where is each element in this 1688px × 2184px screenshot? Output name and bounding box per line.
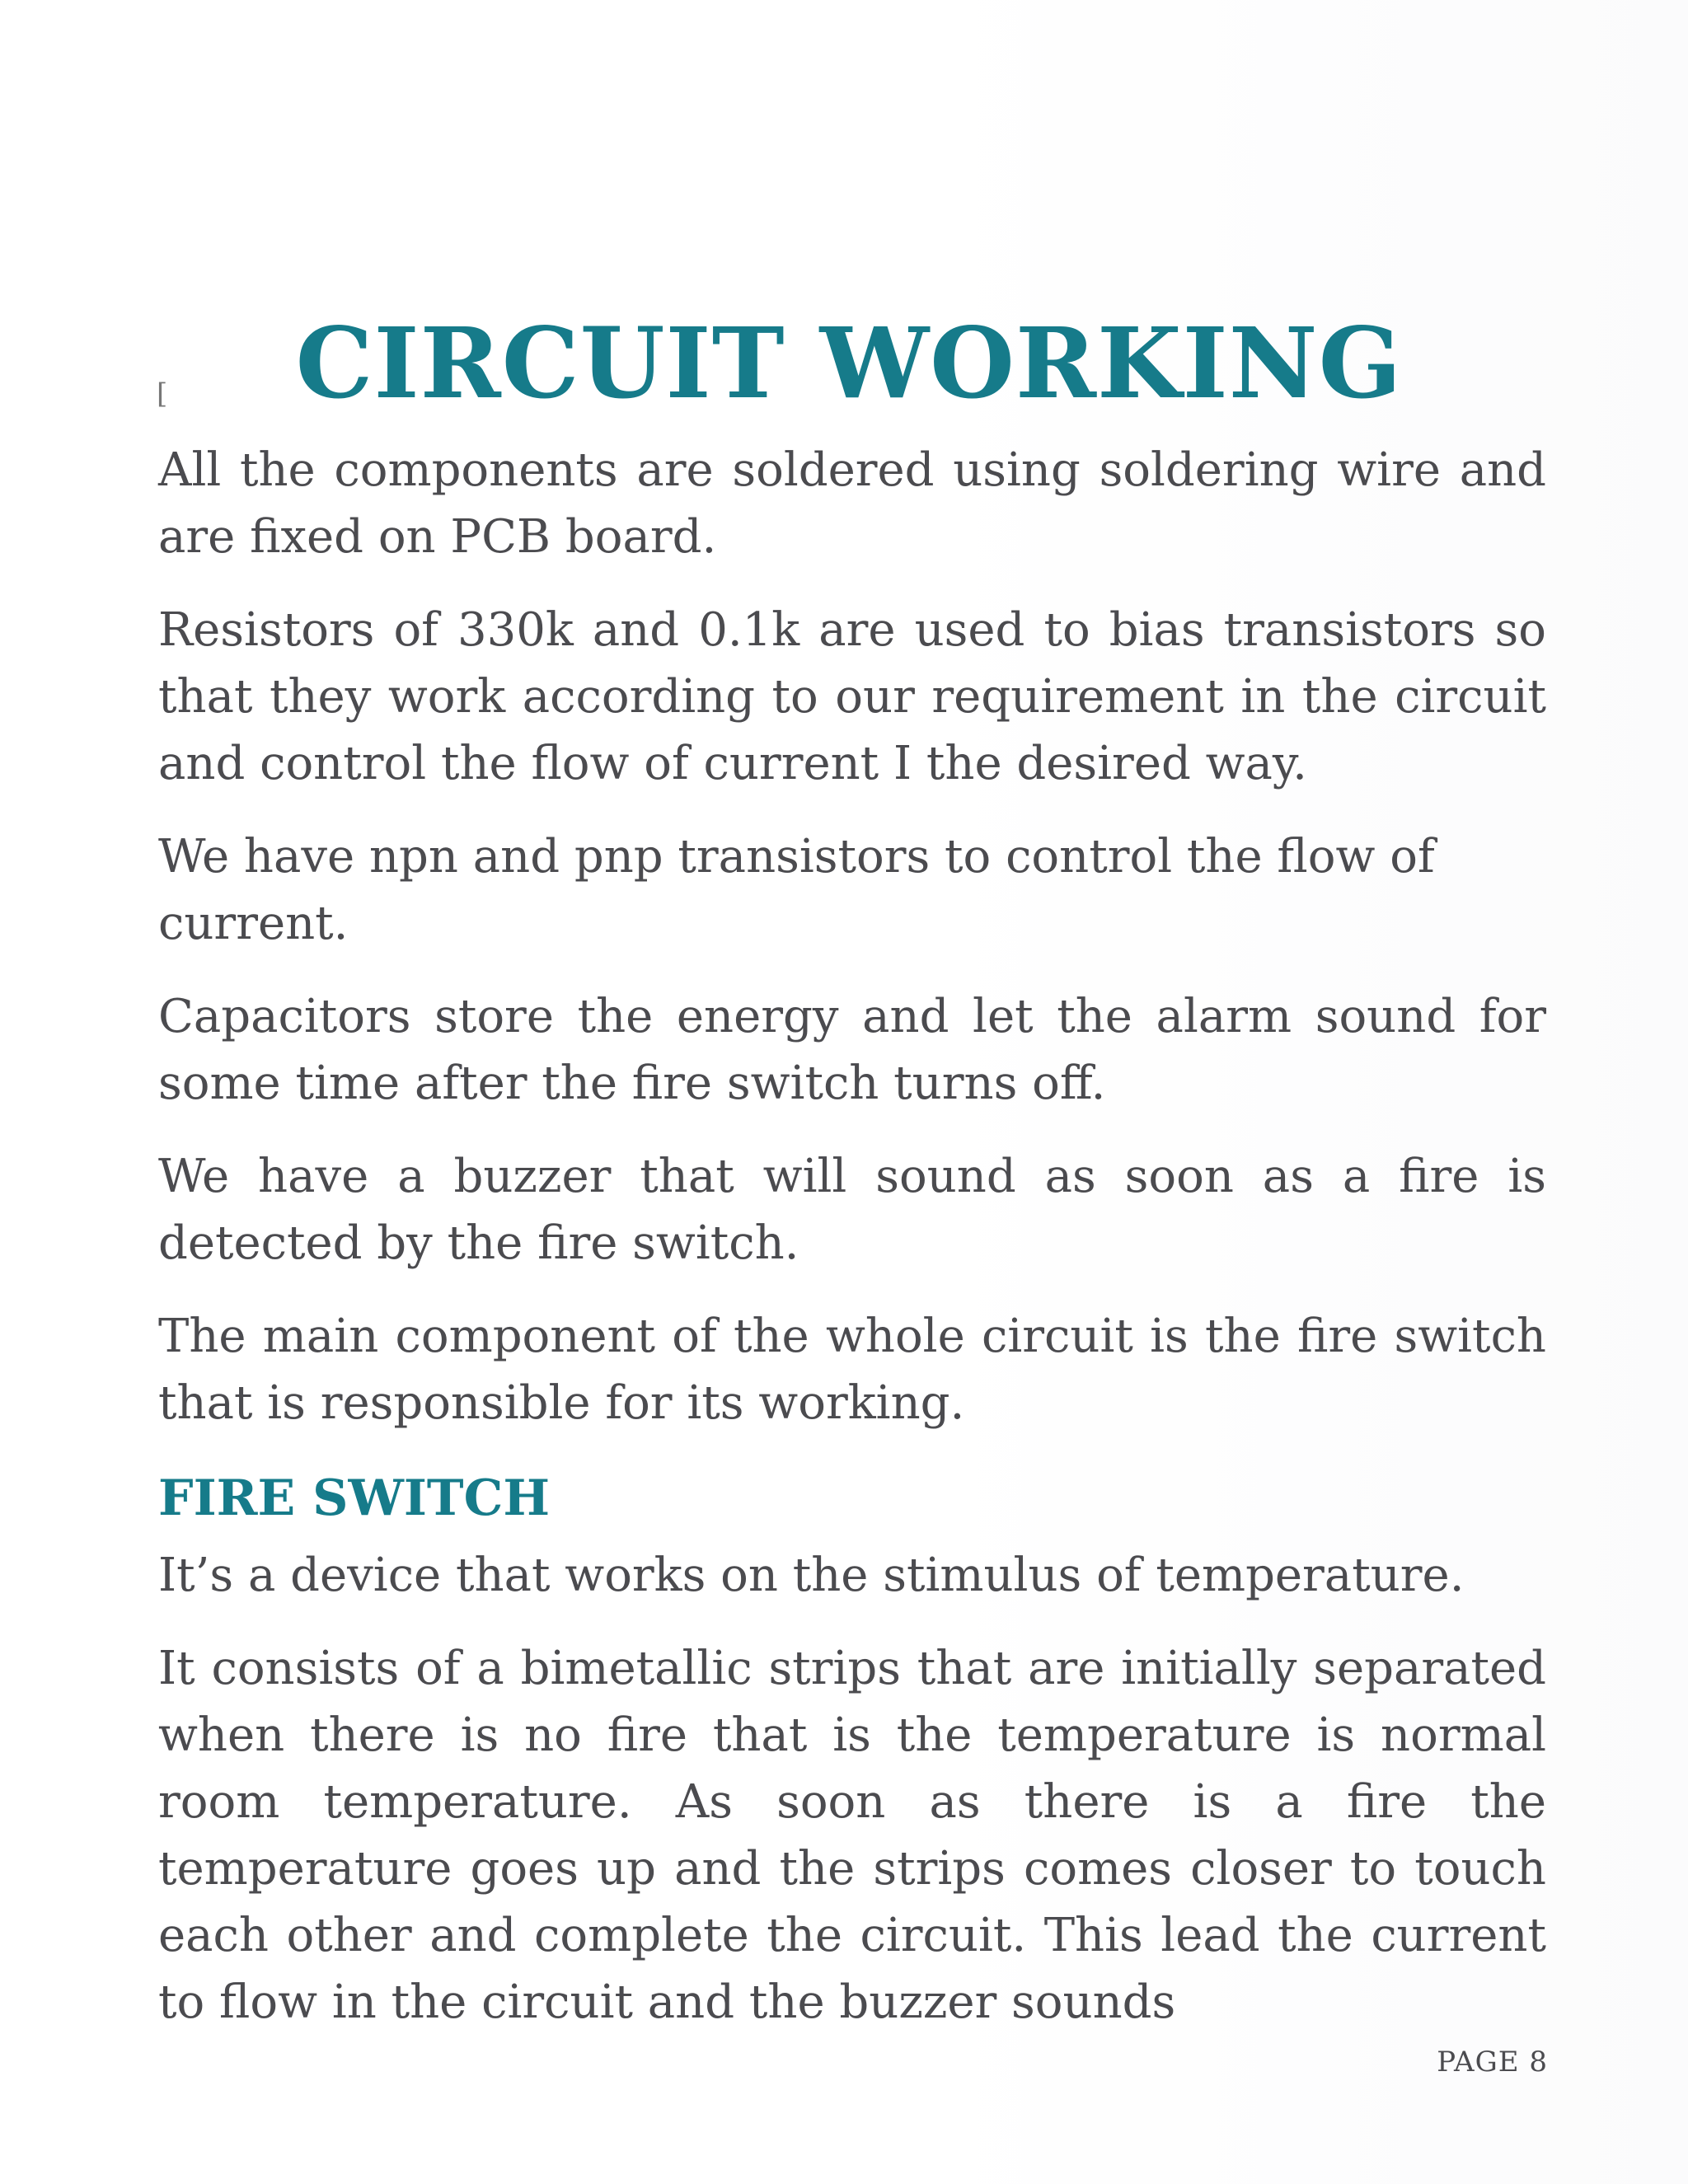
page-number: PAGE 8	[1437, 2046, 1548, 2079]
document-body	[158, 437, 1546, 2062]
paragraph-resistors: Resistors of 330k and 0.1k are used to bias transistors so that they work according to our requirement in the circuit and control the flow of current I the desired way.	[158, 603, 1546, 790]
page-title: CIRCUIT WORKING	[295, 306, 1403, 421]
paragraph-soldering: All the components are soldered using soldering wire and are fixed on PCB board.	[158, 443, 1546, 564]
paragraph-transistors: We have npn and pnp transistors to control the flow of current.	[158, 830, 1435, 950]
fire-switch-heading: FIRE SWITCH	[158, 1469, 551, 1527]
fire-switch-description: It’s a device that works on the stimulus of temperature.	[158, 1549, 1465, 1602]
paragraph-capacitors: Capacitors store the energy and let the alarm sound for some time after the fire switch turns off.	[158, 990, 1546, 1110]
paragraph-main-component: The main component of the whole circuit is the fire switch that is responsible for its working.	[158, 1310, 1546, 1430]
bracket-mark: [	[157, 377, 168, 410]
fire-switch-working: It consists of a bimetallic strips that are initially separated when there is no fire that is the temperature is normal room temperature. As soon as there is a fire the temperature goes up and the strips comes closer to touch each other and complete the circuit. This lead the current to flow in the circuit and the buzzer sounds	[158, 1642, 1546, 2029]
paragraph-buzzer: We have a buzzer that will sound as soon as a fire is detected by the fire switch.	[158, 1150, 1546, 1270]
